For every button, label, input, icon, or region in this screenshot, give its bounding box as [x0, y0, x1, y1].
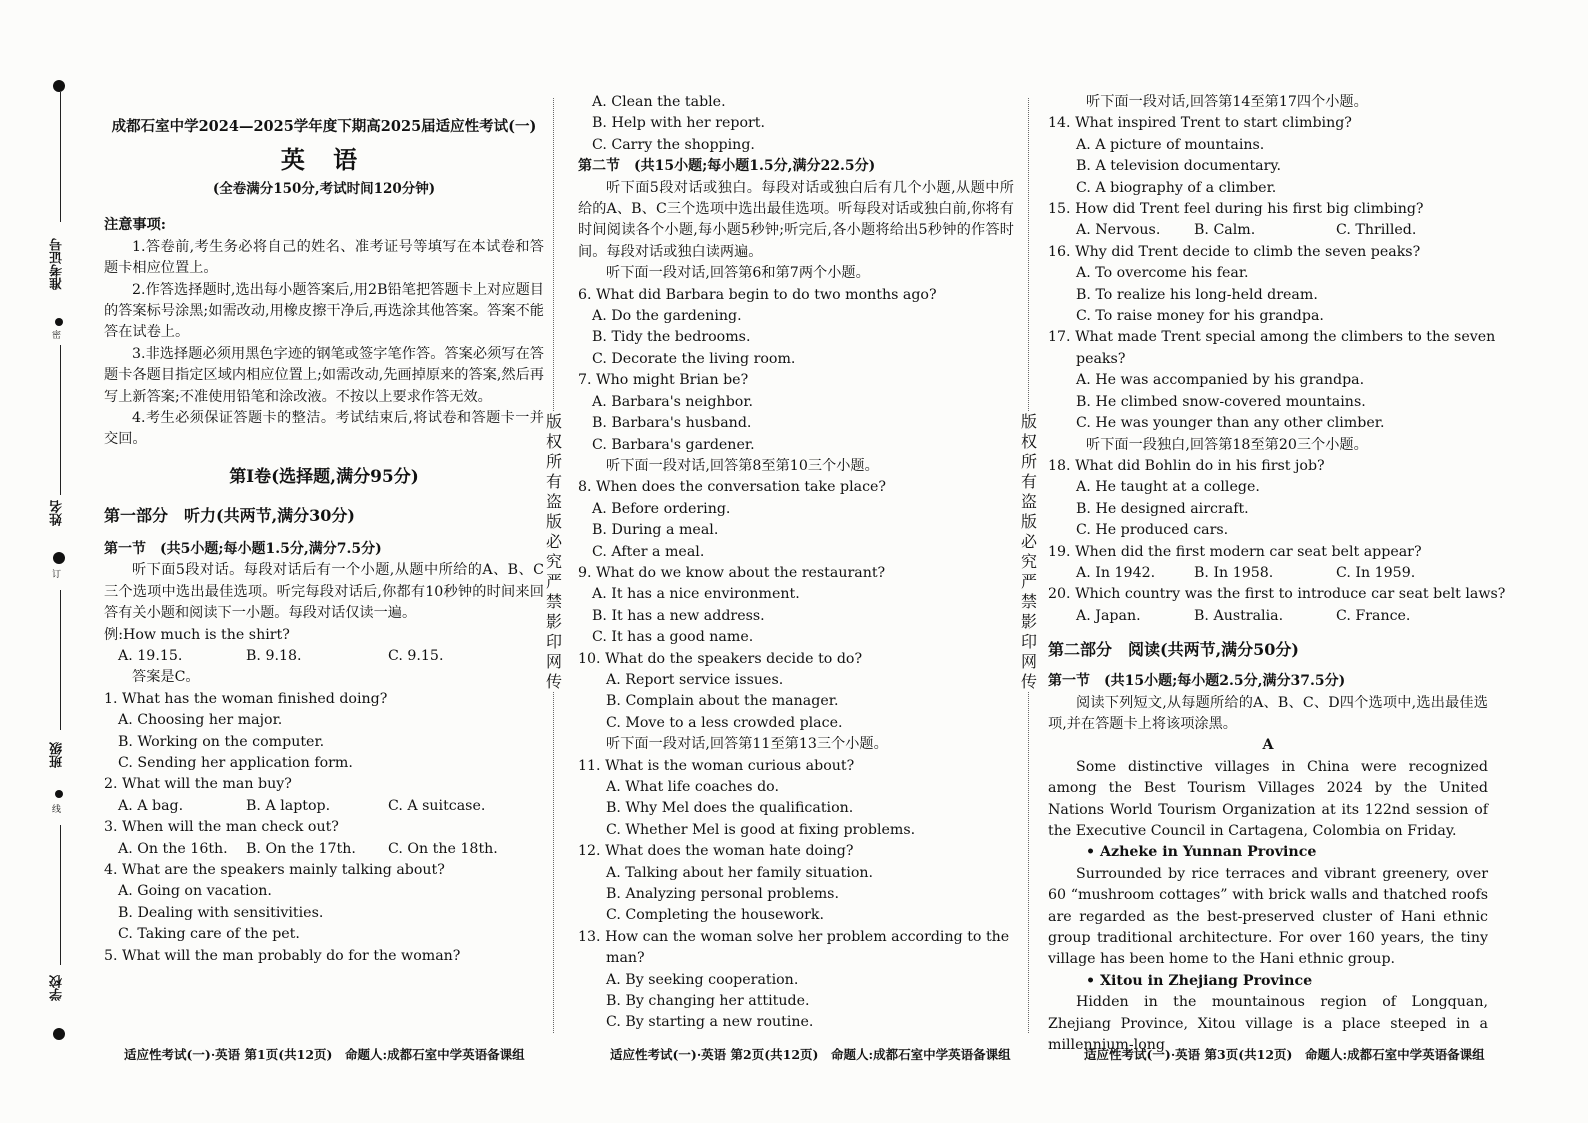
binding-dot [53, 1028, 65, 1040]
options-row [1048, 563, 1488, 584]
listening-direction: 听下面一段对话,回答第8至第10三个小题。 [606, 457, 879, 474]
option: B. Why Mel does the qualification. [606, 800, 854, 817]
option: B. A laptop. [246, 797, 331, 814]
school-label: 学校 [50, 975, 65, 1001]
option: B. During a meal. [592, 522, 719, 539]
passage-paragraph: Surrounded by rice terraces and vibrant greenery, over 60 “mushroom cottages” with brick walls and thatched roofs are regarded as the best-preserved cluster of Hani ethnic group traditional architecture. For over 160 years, the tiny village has been home to the Hani ethnic group. [1048, 865, 1488, 968]
seal-mark: 密 [52, 331, 62, 341]
page-footer: 适应性考试(一)·英语 第3页(共12页) 命题人:成都石室中学英语备课组 [1084, 1047, 1485, 1062]
question: 18. What did Bohlin do in his first job? [1048, 457, 1325, 474]
question: 7. Who might Brian be? [578, 372, 749, 389]
page-column-3 [1048, 92, 1506, 1056]
option: C. A suitcase. [388, 797, 486, 814]
option: C. Taking care of the pet. [118, 926, 300, 943]
option: B. Analyzing personal problems. [606, 886, 839, 903]
seal-mark: 订 [52, 570, 62, 580]
question: 15. How did Trent feel during his first big climbing? [1048, 201, 1424, 218]
option: C. Carry the shopping. [592, 136, 755, 153]
class-label: 班级 [50, 742, 65, 768]
option: A. Talking about her family situation. [606, 864, 874, 881]
volume-heading: 第Ⅰ卷(选择题,满分95分) [229, 466, 419, 487]
notice-item: 4.考生必须保证答题卡的整洁。考试结束后,将试卷和答题卡一并交回。 [104, 410, 544, 448]
option: C. On the 18th. [388, 840, 498, 857]
question: 14. What inspired Trent to start climbing? [1048, 115, 1352, 132]
option: C. Barbara's gardener. [592, 436, 755, 453]
listening-direction: 听下面一段独白,回答第18至第20三个小题。 [1086, 436, 1368, 453]
option: A. Report service issues. [606, 671, 784, 688]
page-footer: 适应性考试(一)·英语 第1页(共12页) 命题人:成都石室中学英语备课组 [124, 1047, 525, 1062]
options-row [104, 796, 544, 817]
option: B. Dealing with sensitivities. [118, 904, 324, 921]
notice-item: 2.作答选择题时,选出每小题答案后,用2B铅笔把答题卡上对应题目的答案标号涂黑;如需改动,用橡皮擦干净后,再选涂其他答案。答案不能答在试卷上。 [104, 281, 544, 341]
option: A. Clean the table. [592, 94, 726, 110]
option: C. Completing the housework. [606, 907, 825, 924]
page-column-1 [104, 92, 544, 967]
option: B. On the 17th. [246, 840, 356, 857]
binding-line [60, 345, 61, 495]
option: B. Australia. [1194, 607, 1284, 624]
binding-dot [53, 80, 65, 92]
score-time-note: (全卷满分150分,考试时间120分钟) [212, 181, 436, 198]
option: A. Going on vacation. [118, 883, 272, 900]
passage-subheading: • Azheke in Yunnan Province [1086, 844, 1317, 861]
option: C. Decorate the living room. [592, 350, 796, 367]
question: 11. What is the woman curious about? [578, 757, 855, 774]
option: B. He designed aircraft. [1076, 500, 1249, 517]
option: A. On the 16th. [118, 840, 228, 857]
name-label: 姓名 [50, 500, 65, 526]
passage-paragraph: Some distinctive villages in China were recognized among the Best Tourism Villages 2024 by the United Nations World Tourism Organization at its 122nd session of the Executive Council in Cartagena, Colombia on Friday. [1048, 758, 1488, 839]
option: C. A biography of a climber. [1076, 179, 1277, 196]
option: A. Before ordering. [592, 500, 731, 517]
exam-number-label: 准考证号 [50, 238, 65, 290]
option: B. By changing her attitude. [606, 993, 810, 1010]
part-heading: 第二部分 阅读(共两节,满分50分) [1048, 640, 1299, 660]
example-answer: 答案是C。 [132, 669, 200, 686]
question: 19. When did the first modern car seat belt appear? [1048, 543, 1422, 560]
binding-line [60, 92, 61, 222]
copyright-vertical-text: 版权所有 盗版必究 严禁影印网传 [546, 412, 563, 691]
passage-subheading: • Xitou in Zhejiang Province [1086, 972, 1313, 989]
listening-direction: 听下面一段对话,回答第14至第17四个小题。 [1086, 94, 1368, 110]
subject-title: 英 语 [280, 145, 368, 175]
question: 13. How can the woman solve her problem according to the [578, 928, 1010, 945]
option: A. 19.15. [118, 647, 183, 664]
option: C. Move to a less crowded place. [606, 714, 843, 731]
option: B. He climbed snow-covered mountains. [1076, 393, 1366, 410]
notice-item: 3.非选择题必须用黑色字迹的钢笔或签字笔作答。答案必须写在答题卡各题目指定区域内相应位置上;如需改动,先画掉原来的答案,然后再写上新答案;不准使用铅笔和涂改液。不按以上要求作答无效。 [104, 345, 544, 405]
part-heading: 第一部分 听力(共两节,满分30分) [104, 505, 355, 525]
binding-dot [55, 318, 63, 326]
listening-direction: 听下面一段对话,回答第11至第13三个小题。 [606, 736, 888, 753]
option: B. Complain about the manager. [606, 693, 839, 710]
question: 2. What will the man buy? [104, 776, 292, 793]
option: A. Barbara's neighbor. [592, 393, 754, 410]
question: 1. What has the woman finished doing? [104, 690, 388, 707]
option: B. Barbara's husband. [592, 415, 752, 432]
option: B. Working on the computer. [118, 733, 325, 750]
option: B. A television documentary. [1076, 158, 1282, 175]
question: 20. Which country was the first to introduce car seat belt laws? [1048, 586, 1506, 603]
section-instructions: 听下面5段对话或独白。每段对话或独白后有几个小题,从题中所给的A、B、C三个选项中选出最佳选项。听每段对话或独白前,你将有时间阅读各个小题,每小题5秒钟;听完后,各小题将给出5秒钟的作答时间。每段对话或独白读两遍。 [578, 179, 1014, 260]
option: C. Thrilled. [1336, 222, 1417, 239]
listening-direction: 听下面一段对话,回答第6和第7两个小题。 [606, 265, 870, 282]
notice-heading: 注意事项: [104, 217, 166, 234]
section-heading: 第二节 (共15小题;每小题1.5分,满分22.5分) [578, 158, 876, 175]
section-heading: 第一节 (共15小题;每小题2.5分,满分37.5分) [1048, 673, 1346, 690]
option: C. Sending her application form. [118, 754, 353, 771]
example-options [104, 646, 544, 667]
option: C. After a meal. [592, 543, 705, 560]
option: A. Do the gardening. [592, 308, 742, 325]
binding-line [60, 590, 61, 730]
option: B. 9.18. [246, 647, 302, 664]
option: C. To raise money for his grandpa. [1076, 308, 1324, 325]
options-row [104, 839, 544, 860]
section-instructions: 听下面5段对话。每段对话后有一个小题,从题中所给的A、B、C三个选项中选出最佳选项。听完每段对话后,你都有10秒钟的时间来回答有关小题和阅读下一小题。每段对话仅读一遍。 [104, 562, 544, 622]
option: A. A bag. [118, 797, 184, 814]
example-question: 例:How much is the shirt? [104, 626, 290, 643]
options-row [1048, 220, 1488, 241]
option: C. In 1959. [1336, 564, 1416, 581]
option: A. It has a nice environment. [592, 586, 800, 603]
binding-dot [53, 552, 65, 564]
option: B. Calm. [1194, 222, 1256, 239]
option: B. It has a new address. [592, 607, 765, 624]
option: C. By starting a new routine. [606, 1014, 814, 1031]
option: A. Nervous. [1076, 222, 1161, 239]
seal-mark: 线 [52, 805, 62, 815]
option: A. By seeking cooperation. [606, 971, 799, 988]
option: C. He was younger than any other climber. [1076, 415, 1385, 432]
page-column-2 [578, 92, 1014, 1034]
option: A. What life coaches do. [606, 779, 779, 795]
passage-label: A [1262, 737, 1274, 754]
option: A. He taught at a college. [1076, 479, 1260, 496]
question-continued: man? [606, 950, 645, 967]
option: B. To realize his long-held dream. [1076, 286, 1318, 303]
option: A. To overcome his fear. [1076, 265, 1249, 282]
option: B. In 1958. [1194, 564, 1274, 581]
question: 3. When will the man check out? [104, 819, 339, 836]
binding-line [60, 825, 61, 965]
binding-dot [55, 790, 63, 798]
question: 6. What did Barbara begin to do two months ago? [578, 286, 937, 303]
question: 5. What will the man probably do for the woman? [104, 947, 461, 964]
option: A. He was accompanied by his grandpa. [1076, 372, 1365, 389]
page-footer: 适应性考试(一)·英语 第2页(共12页) 命题人:成都石室中学英语备课组 [610, 1047, 1011, 1062]
option: C. 9.15. [388, 647, 444, 664]
question: 17. What made Trent special among the climbers to the seven [1048, 329, 1496, 346]
question: 12. What does the woman hate doing? [578, 843, 854, 860]
options-row [1048, 606, 1488, 627]
option: B. Tidy the bedrooms. [592, 329, 751, 346]
question: 16. Why did Trent decide to climb the seven peaks? [1048, 243, 1421, 260]
option: A. In 1942. [1076, 564, 1156, 581]
option: C. Whether Mel is good at fixing problems. [606, 821, 916, 838]
option: C. He produced cars. [1076, 522, 1229, 539]
option: B. Help with her report. [592, 115, 765, 132]
question-continued: peaks? [1076, 350, 1126, 367]
notice-item: 1.答卷前,考生务必将自己的姓名、准考证号等填写在本试卷和答题卡相应位置上。 [104, 238, 544, 277]
question: 4. What are the speakers mainly talking about? [104, 861, 445, 878]
option: A. Japan. [1076, 607, 1141, 624]
question: 8. When does the conversation take place? [578, 479, 887, 496]
section-instructions: 阅读下列短文,从每题所给的A、B、C、D四个选项中,选出最佳选项,并在答题卡上将该项涂黑。 [1048, 694, 1488, 732]
question: 10. What do the speakers decide to do? [578, 650, 863, 667]
passage-paragraph: Hidden in the mountainous region of Longquan, Zhejiang Province, Xitou village is a place steeped in a millennium-long [1048, 994, 1488, 1054]
option: A. A picture of mountains. [1076, 136, 1265, 153]
copyright-vertical-text: 版权所有 盗版必究 严禁影印网传 [1021, 412, 1038, 691]
option: C. France. [1336, 607, 1411, 624]
section-heading: 第一节 (共5小题;每小题1.5分,满分7.5分) [104, 540, 382, 557]
option: A. Choosing her major. [118, 712, 283, 729]
exam-title: 成都石室中学2024—2025学年度下期高2025届适应性考试(一) [111, 118, 537, 135]
question: 9. What do we know about the restaurant? [578, 564, 886, 581]
option: C. It has a good name. [592, 629, 754, 646]
